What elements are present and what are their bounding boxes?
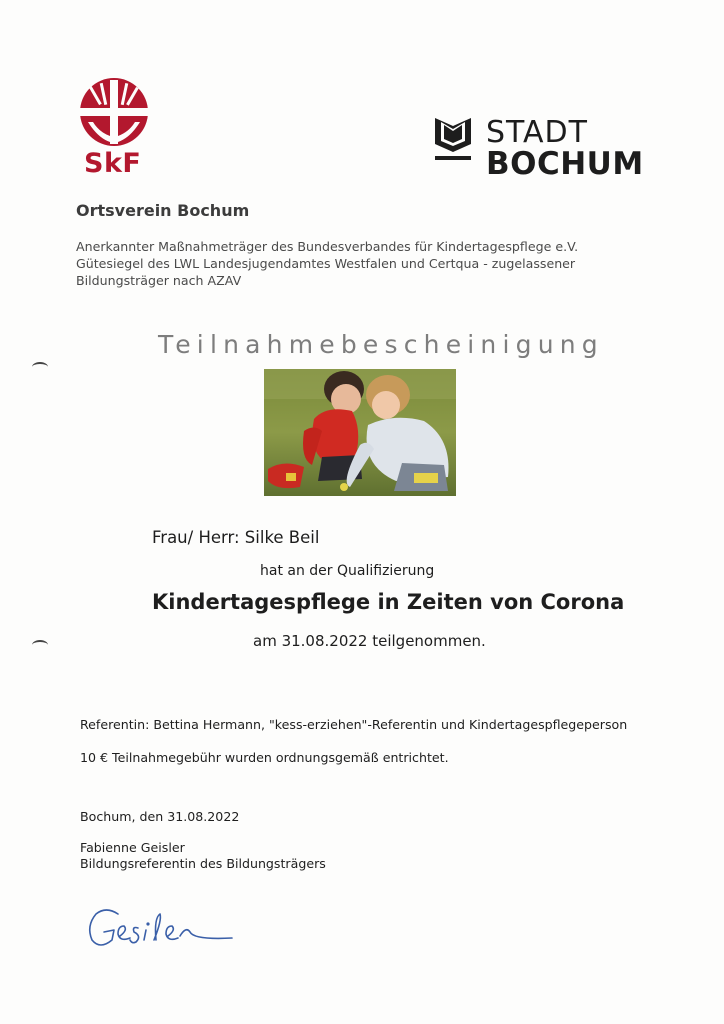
signer-role: Bildungsreferentin des Bildungsträgers — [80, 856, 326, 871]
organization-info-line: Bildungsträger nach AZAV — [76, 273, 242, 288]
course-date: am 31.08.2022 teilgenommen. — [253, 632, 486, 650]
organization-info — [76, 238, 636, 289]
skf-logo-text: SkF — [84, 148, 142, 179]
punch-hole-mark — [32, 640, 48, 650]
fee-line: 10 € Teilnahmegebühr wurden ordnungsgemäß entrichtet. — [80, 750, 449, 765]
punch-hole-mark — [32, 362, 48, 372]
organization-info-line: Anerkannter Maßnahmeträger des Bundesverbandes für Kindertagespflege e.V. — [76, 239, 579, 254]
children-photo — [264, 369, 456, 496]
city-logo-line1: STADT — [486, 115, 588, 150]
place-date: Bochum, den 31.08.2022 — [80, 809, 240, 824]
organization-name: Ortsverein Bochum — [76, 201, 250, 220]
bochum-book-icon — [433, 116, 473, 162]
certificate-title: Teilnahmebescheinigung — [158, 330, 604, 359]
organization-info-line: Gütesiegel des LWL Landesjugendamtes Westfalen und Certqua - zugelassener — [76, 256, 576, 271]
course-title: Kindertagespflege in Zeiten von Corona — [152, 590, 625, 614]
handwritten-signature — [82, 900, 252, 960]
qualification-intro: hat an der Qualifizierung — [260, 563, 435, 579]
city-logo-line2: BOCHUM — [486, 146, 644, 182]
participant-name: Frau/ Herr: Silke Beil — [152, 528, 320, 547]
signer-name: Fabienne Geisler — [80, 840, 185, 855]
referent-line: Referentin: Bettina Hermann, "kess-erziehen"-Referentin und Kindertagespflegeperson — [80, 717, 628, 732]
